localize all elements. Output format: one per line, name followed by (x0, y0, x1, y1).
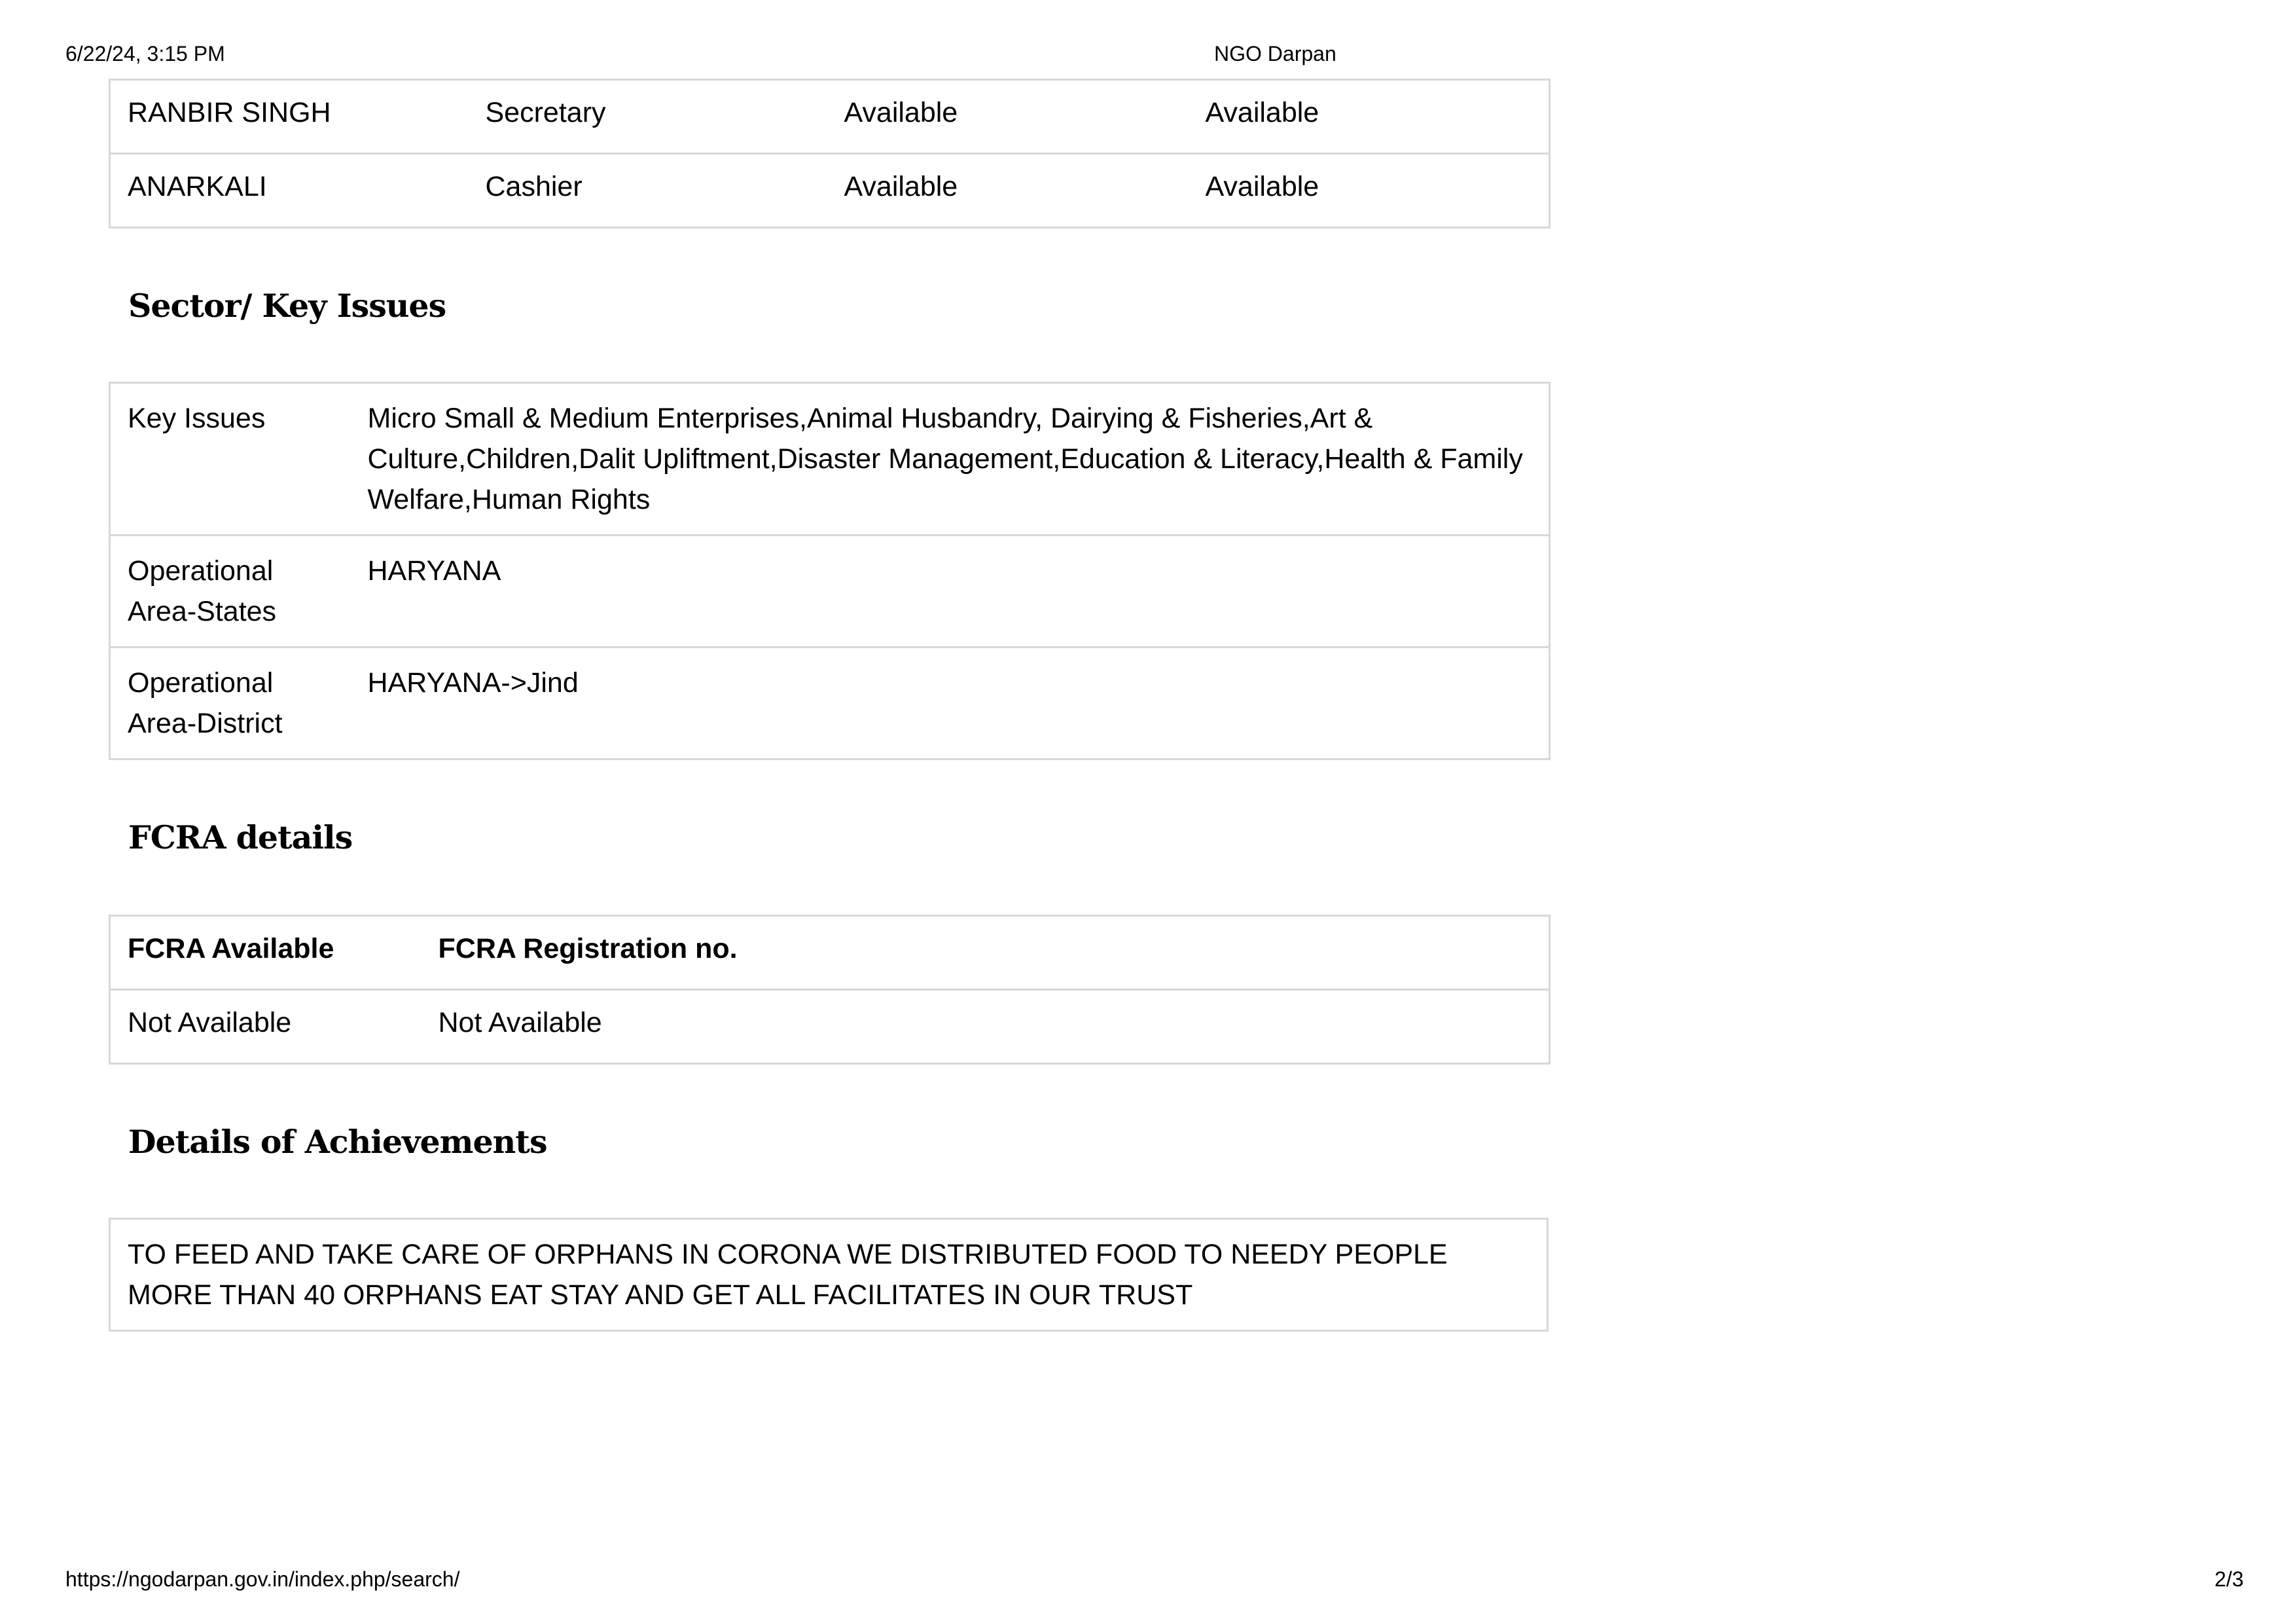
section-title-achievements: Details of Achievements (128, 1123, 547, 1161)
official-name: RANBIR SINGH (110, 80, 469, 154)
table-row (110, 647, 1550, 759)
fcra-available-value: Not Available (110, 990, 422, 1064)
operational-states-value: HARYANA (351, 536, 1550, 647)
official-field: Available (1189, 80, 1550, 154)
achievements-text: TO FEED AND TAKE CARE OF ORPHANS IN CORONA WE DISTRIBUTED FOOD TO NEEDY PEOPLE MORE THAN 40 ORPHANS EAT STAY AND GET ALL FACILITATES IN OUR TRUST (110, 1219, 1548, 1331)
section-title-sector: Sector/ Key Issues (128, 287, 446, 325)
print-site-title: NGO Darpan (1214, 42, 1336, 65)
officials-table (109, 79, 1551, 228)
row-label: Operational Area-States (110, 536, 351, 647)
official-field: Available (827, 80, 1189, 154)
key-issues-value: Micro Small & Medium Enterprises,Animal Husbandry, Dairying & Fisheries,Art & Culture,Children,Dalit Upliftment,Disaster Management,Education & Literacy,Health & Family Welfare,Human Rights (351, 383, 1550, 536)
table-row (110, 536, 1550, 647)
table-row (110, 1219, 1548, 1331)
fcra-table (109, 915, 1551, 1065)
column-header: FCRA Registration no. (422, 916, 1550, 990)
official-name: ANARKALI (110, 154, 469, 228)
sector-table (109, 382, 1551, 760)
print-datetime: 6/22/24, 3:15 PM (65, 42, 225, 65)
table-row (110, 990, 1550, 1064)
official-field: Available (827, 154, 1189, 228)
table-row (110, 154, 1550, 228)
official-designation: Cashier (469, 154, 827, 228)
official-designation: Secretary (469, 80, 827, 154)
page-number: 2/3 (2214, 1567, 2244, 1591)
column-header: FCRA Available (110, 916, 422, 990)
row-label: Key Issues (110, 383, 351, 536)
fcra-registration-value: Not Available (422, 990, 1550, 1064)
table-header-row (110, 916, 1550, 990)
table-row (110, 80, 1550, 154)
table-row (110, 383, 1550, 536)
operational-district-value: HARYANA->Jind (351, 647, 1550, 759)
row-label: Operational Area-District (110, 647, 351, 759)
achievements-table (109, 1218, 1549, 1332)
section-title-fcra: FCRA details (128, 818, 353, 856)
main-content (109, 79, 1549, 1332)
print-url: https://ngodarpan.gov.in/index.php/search/ (65, 1567, 460, 1591)
official-field: Available (1189, 154, 1550, 228)
